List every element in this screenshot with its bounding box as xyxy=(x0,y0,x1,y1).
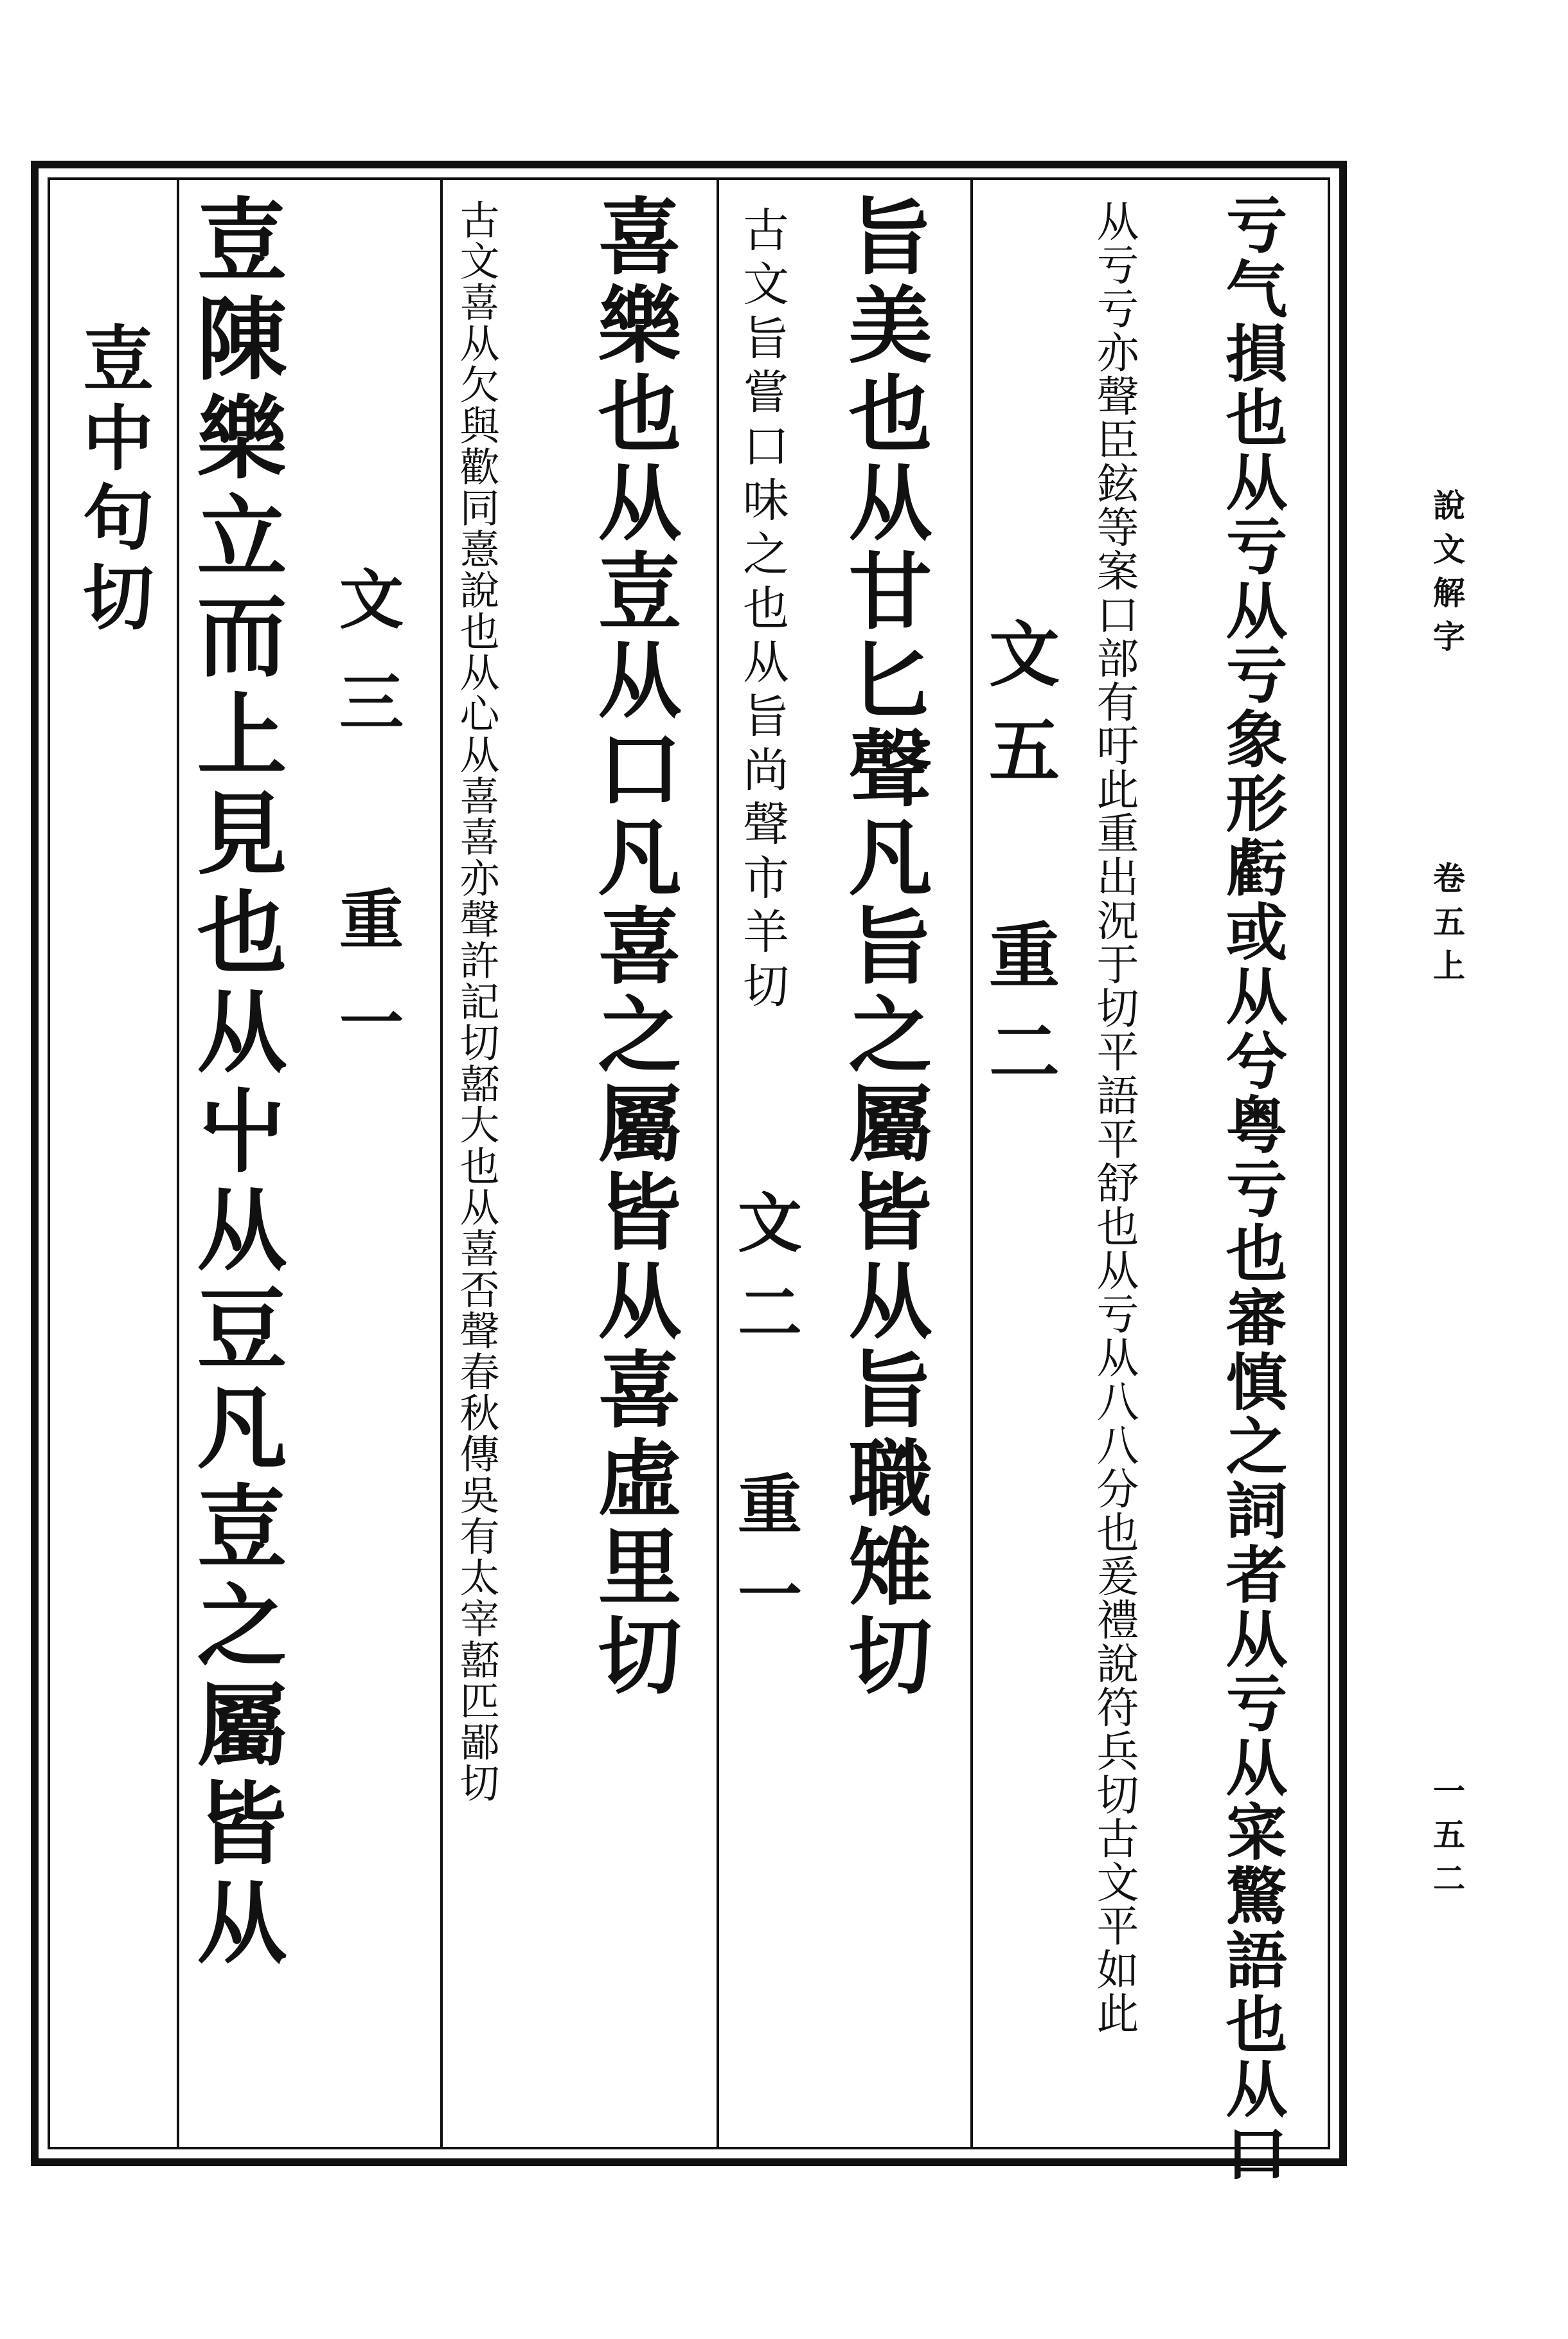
page-number: 一五二 xyxy=(1428,1774,1466,1905)
text-column-1: 亏气損也从亏从亏象形虧或从兮粤亏也審慎之詞者从亏从寀驚語也从口 xyxy=(1216,193,1288,2185)
column-divider xyxy=(440,177,443,2149)
text-column-5: 古文旨嘗口味之也从旨尚聲市羊切 xyxy=(735,206,789,1016)
volume-label: 卷五上 xyxy=(1428,861,1466,992)
text-column-10: 壴陳樂立而上見也从屮从豆凡壴之屬皆从 xyxy=(182,193,287,1975)
text-column-11: 壴中句切 xyxy=(71,321,154,640)
text-column-2: 从亏亏亦聲臣鉉等案口部有吁此重出況于切平語平舒也从亏从八八分也爰禮說符兵切古文平如此 xyxy=(1089,199,1139,2035)
column-divider xyxy=(177,177,179,2149)
column-divider xyxy=(970,177,973,2149)
book-title: 說文解字 xyxy=(1428,488,1466,663)
text-column-7: 喜樂也从壴从口凡喜之屬皆从喜虛里切 xyxy=(584,193,682,1701)
text-column-8: 古文喜从欠與歡同憙說也从心从喜喜亦聲許記切嚭大也从喜否聲春秋傳吳有太宰嚭匹鄙切 xyxy=(453,199,500,1804)
count-column-2: 文二 重一 xyxy=(727,1189,803,1651)
count-column-1: 文五 重二 xyxy=(977,617,1060,1111)
count-column-3: 文三 重一 xyxy=(328,566,404,1091)
column-divider xyxy=(717,177,719,2149)
text-column-4: 旨美也从甘匕聲凡旨之屬皆从旨職雉切 xyxy=(835,193,933,1701)
